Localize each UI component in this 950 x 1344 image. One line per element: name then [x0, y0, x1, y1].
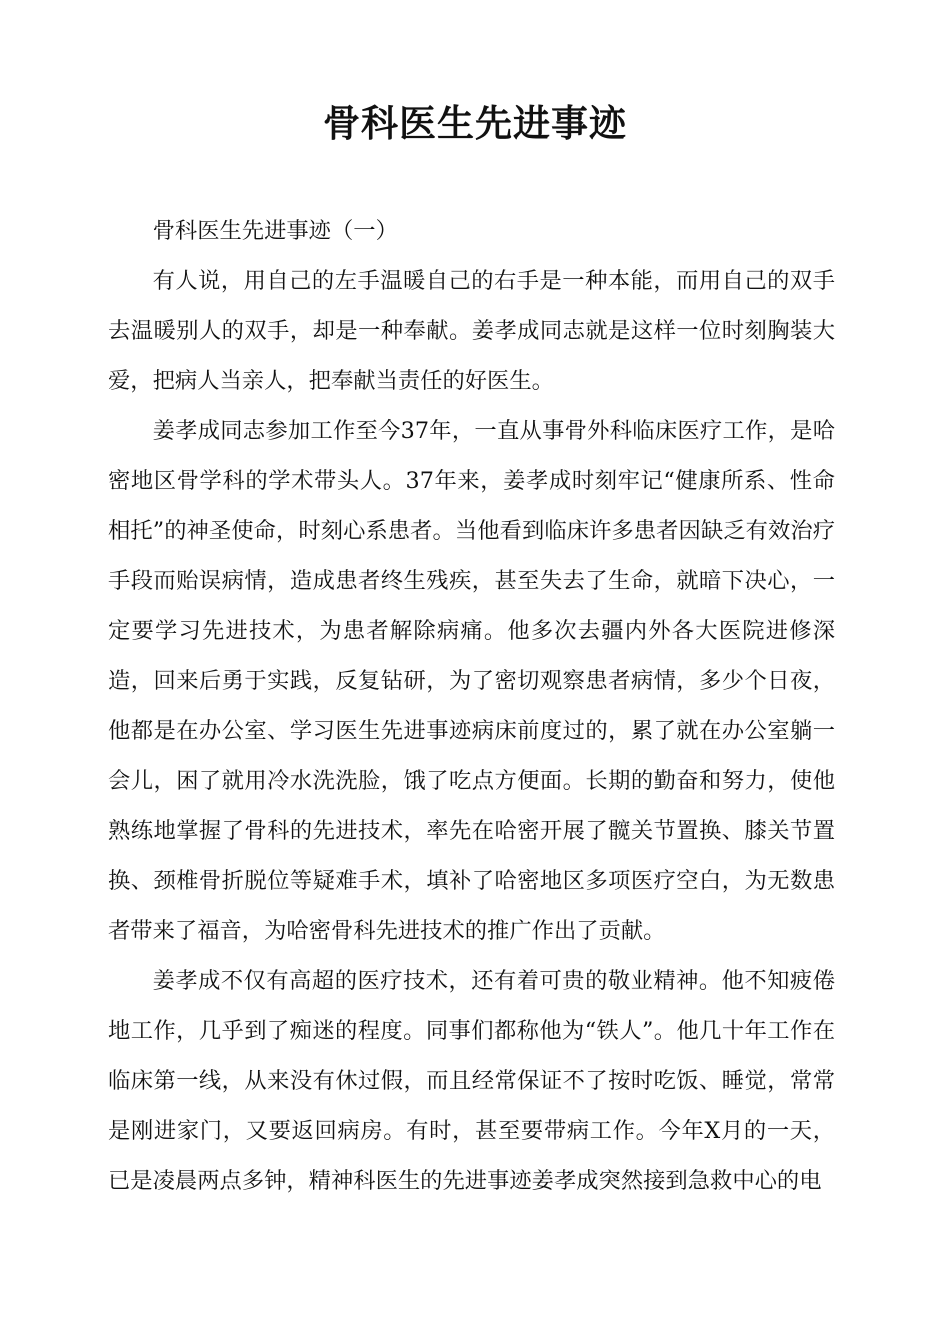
section-heading: 骨科医生先进事迹（一）: [152, 218, 398, 244]
document-title: 骨科医生先进事迹: [323, 102, 627, 145]
paragraph-career: 姜孝成同志参加工作至今37年，一直从事骨外科临床医疗工作，是哈密地区骨学科的学术带头人。37年来，姜孝成时刻牢记“健康所系、性命相托”的神圣使命，时刻心系患者。当他看到临床许多患者因缺乏有效治疗手段而贻误病情，造成患者终生残疾，甚至失去了生命，就暗下决心，一定要学习先进技术，为患者解除病痛。他多次去疆内外各大医院进修深造，回来后勇于实践，反复钻研，为了密切观察患者病情，多少个日夜，他都是在办公室、学习医生先进事迹病床前度过的，累了就在办公室躺一会儿，困了就用冷水洗洗脸，饿了吃点方便面。长期的勤奋和努力，使他熟练地掌握了骨科的先进技术，率先在哈密开展了髋关节置换、膝关节置换、颈椎骨折脱位等疑难手术，填补了哈密地区多项医疗空白，为无数患者带来了福音，为哈密骨科先进技术的推广作出了贡献。: [108, 418, 835, 944]
paragraph-dedication: 姜孝成不仅有高超的医疗技术，还有着可贵的敬业精神。他不知疲倦地工作，几乎到了痴迷的程度。同事们都称他为“铁人”。他几十年工作在临床第一线，从来没有休过假，而且经常保证不了按时吃饭、睡觉，常常是刚进家门，又要返回病房。有时，甚至要带病工作。今年X月的一天，已是凌晨两点多钟，精神科医生的先进事迹姜孝成突然接到急救中心的电: [108, 968, 835, 1194]
paragraph-intro: 有人说，用自己的左手温暖自己的右手是一种本能，而用自己的双手去温暖别人的双手，却是一种奉献。姜孝成同志就是这样一位时刻胸装大爱，把病人当亲人，把奉献当责任的好医生。: [108, 268, 835, 394]
document-body: [108, 206, 835, 1206]
